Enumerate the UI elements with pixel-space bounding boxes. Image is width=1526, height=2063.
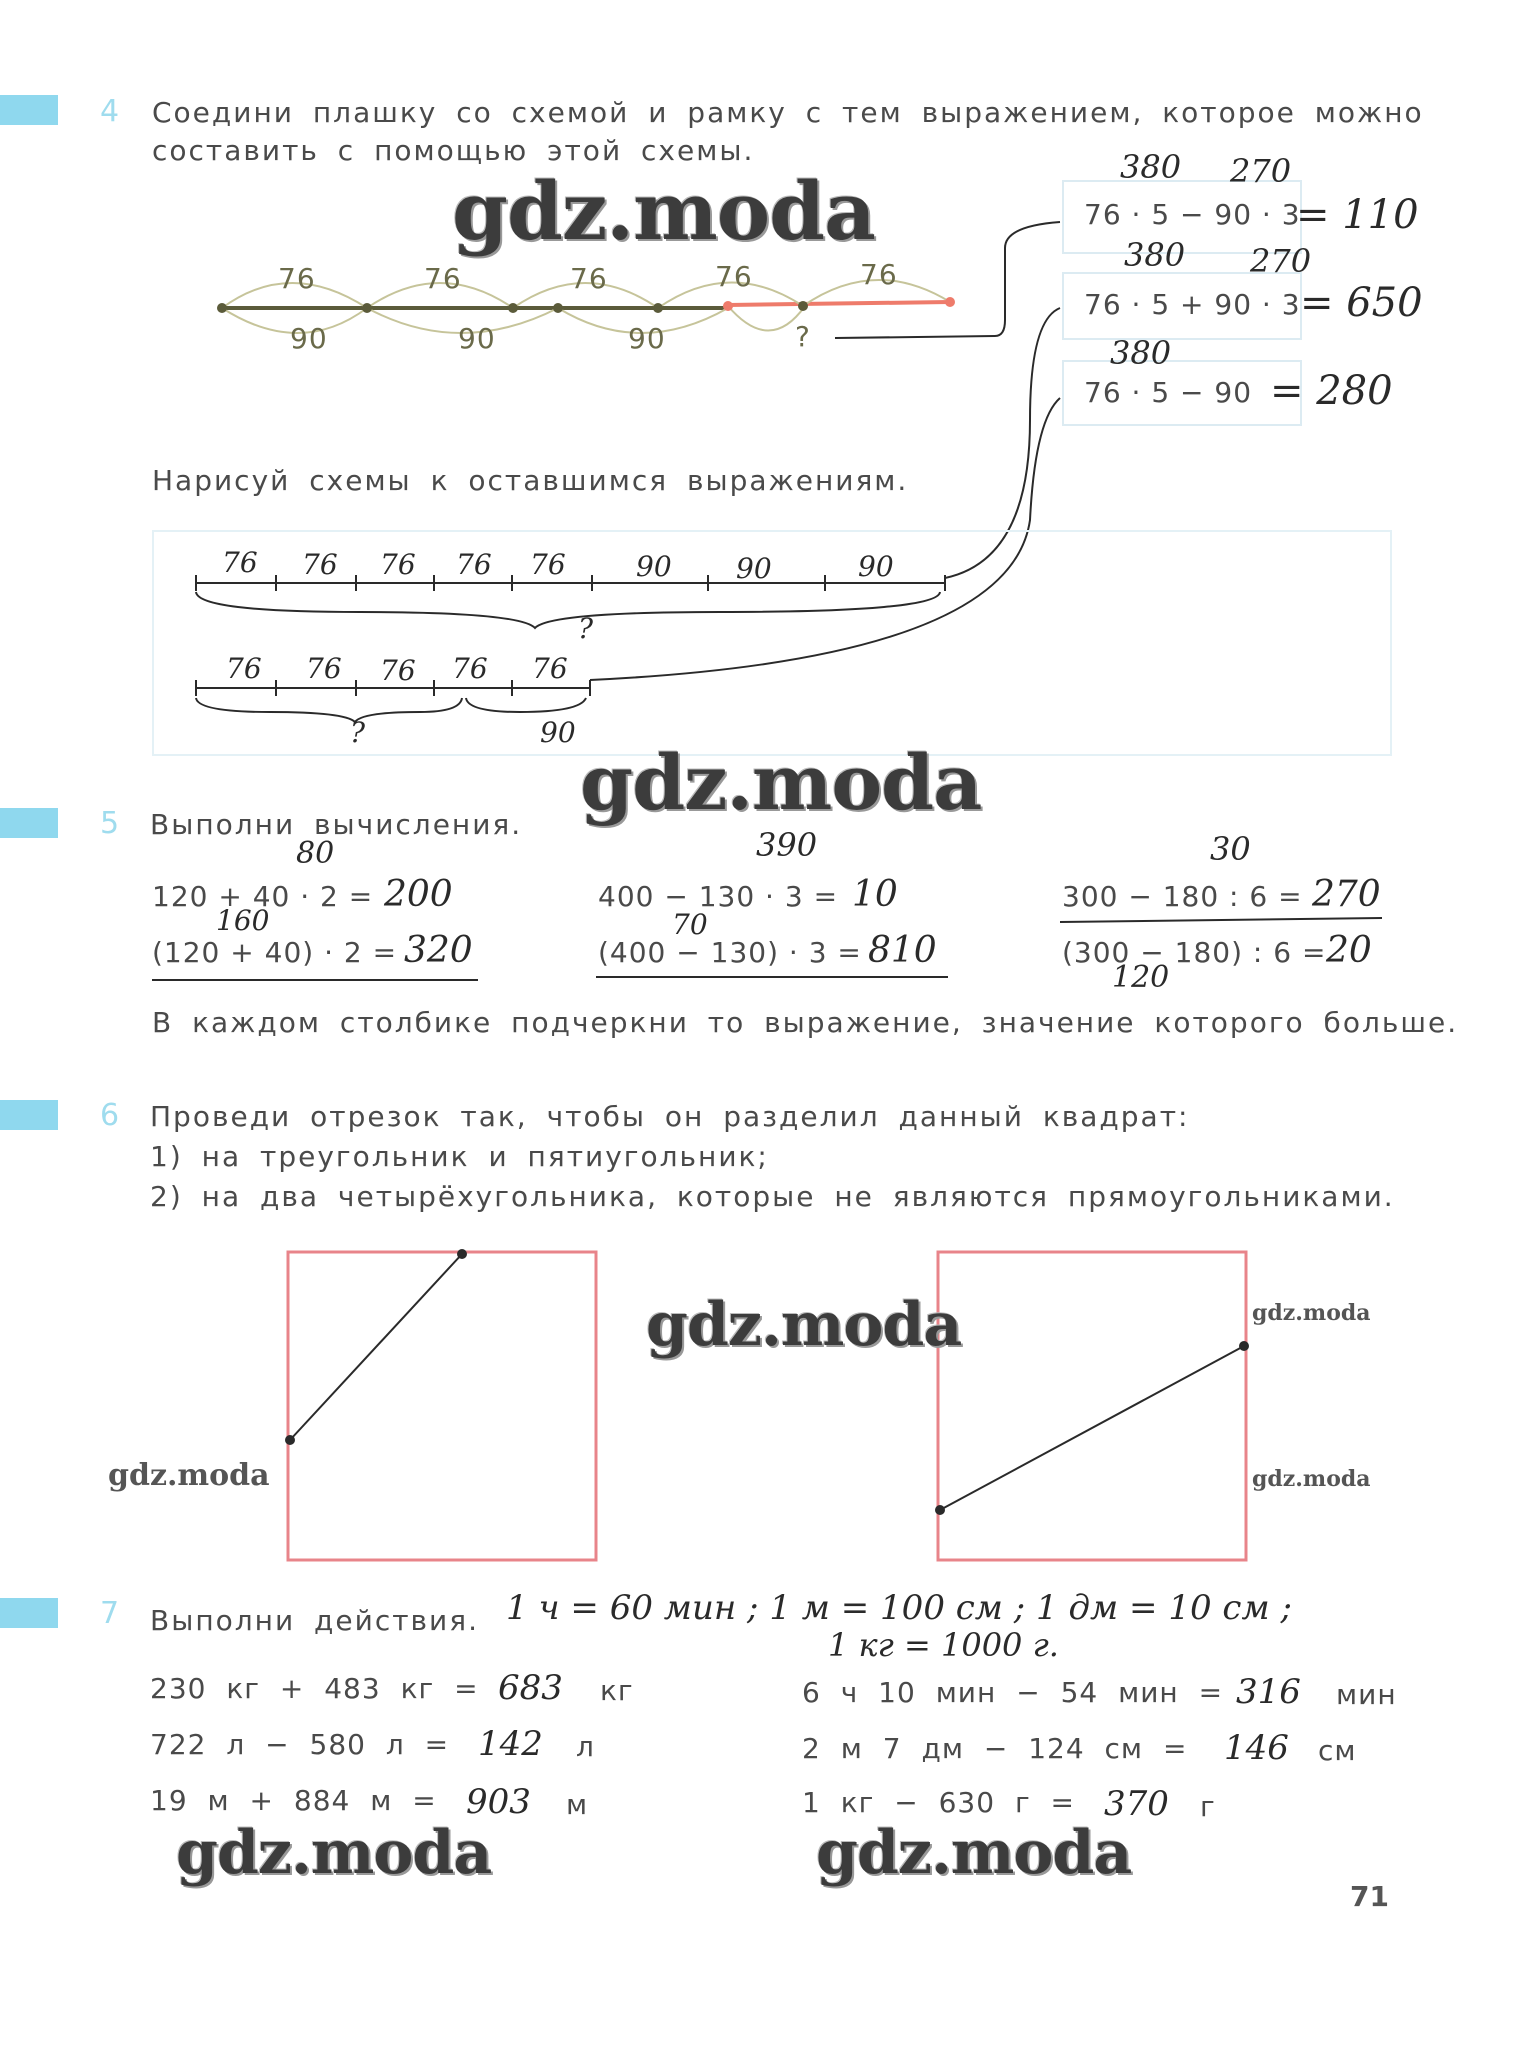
task4-number: 4 xyxy=(100,94,120,129)
task6-marker xyxy=(0,1100,58,1130)
task5-answer: 270 xyxy=(1312,874,1381,915)
hint-380: 380 xyxy=(1110,334,1172,372)
task5-hint: 80 xyxy=(296,836,335,871)
hint-380: 380 xyxy=(1120,148,1182,186)
scheme-bottom-label: 90 xyxy=(290,322,328,355)
task5-hint: 70 xyxy=(672,908,708,941)
task5-footer: В каждом столбике подчеркни то выражение, значение которого больше. xyxy=(152,1006,1459,1039)
scheme-bottom-label: 90 xyxy=(628,322,666,355)
task6-line3: 2) на два четырёхугольника, которые не являются прямоугольниками. xyxy=(150,1180,1395,1213)
drawn1-question: ? xyxy=(578,612,594,645)
square-1 xyxy=(285,1249,596,1560)
task7-answer: 370 xyxy=(1104,1784,1169,1824)
watermark: gdz.moda xyxy=(1252,1300,1371,1326)
task7-number: 7 xyxy=(100,1596,120,1631)
task5-hint: 120 xyxy=(1112,960,1170,995)
answer-2: = 650 xyxy=(1300,280,1423,326)
task5-answer: 20 xyxy=(1326,930,1372,971)
task5-answer: 200 xyxy=(384,874,453,915)
task7-title: Выполни действия. xyxy=(150,1604,479,1637)
task7-unit: м xyxy=(566,1788,589,1821)
task5-expr: (120 + 40) · 2 = xyxy=(152,936,398,969)
task4-line2: составить с помощью этой схемы. xyxy=(152,134,755,167)
task6-number: 6 xyxy=(100,1098,120,1133)
task5-expr: (300 − 180) : 6 = xyxy=(1062,936,1327,969)
watermark: gdz.moda xyxy=(816,1818,1132,1888)
hint-270: 270 xyxy=(1250,242,1312,280)
task7-unit: см xyxy=(1318,1734,1357,1767)
task7-expr: 6 ч 10 мин − 54 мин = xyxy=(802,1676,1224,1709)
drawn1-label: 76 xyxy=(380,548,416,581)
scheme-top-label: 76 xyxy=(424,262,462,295)
task5-expr: (400 − 130) · 3 = xyxy=(598,936,862,969)
task7-unit: г xyxy=(1200,1790,1216,1823)
task5-answer: 320 xyxy=(404,930,473,971)
drawn2-90: 90 xyxy=(540,716,576,749)
page-number: 71 xyxy=(1350,1880,1389,1913)
task5-hint: 160 xyxy=(216,904,270,937)
task7-answer: 683 xyxy=(498,1668,563,1708)
task6-line2: 1) на треугольник и пятиугольник; xyxy=(150,1140,769,1173)
drawn2-label: 76 xyxy=(380,654,416,687)
task5-marker xyxy=(0,808,58,838)
task7-answer: 316 xyxy=(1236,1672,1301,1712)
expression-3: 76 · 5 − 90 xyxy=(1084,376,1253,409)
answer-3: = 280 xyxy=(1270,368,1393,414)
task7-unit: мин xyxy=(1336,1678,1397,1711)
scheme-line-red xyxy=(728,302,950,305)
scheme-top-label: 76 xyxy=(715,260,753,293)
scheme-arc-bottom xyxy=(728,306,805,331)
square-2 xyxy=(935,1252,1249,1560)
drawn2-label: 76 xyxy=(306,652,342,685)
watermark: gdz.moda xyxy=(646,1290,962,1360)
task4-marker xyxy=(0,95,58,125)
watermark: gdz.moda xyxy=(452,164,875,258)
drawn1-label: 76 xyxy=(302,548,338,581)
scheme-bottom-label: 90 xyxy=(458,322,496,355)
drawn1-label: 90 xyxy=(736,552,772,585)
task7-answer: 142 xyxy=(478,1724,543,1764)
drawn2-label: 76 xyxy=(226,652,262,685)
drawn2-label: 76 xyxy=(532,652,568,685)
expression-2: 76 · 5 + 90 · 3 xyxy=(1084,288,1301,321)
task7-expr: 722 л − 580 л = xyxy=(150,1728,450,1761)
task7-expr: 230 кг + 483 кг = xyxy=(150,1672,479,1705)
drawing-frame xyxy=(152,530,1392,756)
task7-note-1: 1 ч = 60 мин ; 1 м = 100 см ; 1 дм = 10 см ; xyxy=(506,1588,1292,1628)
watermark: gdz.moda xyxy=(176,1818,492,1888)
expression-1: 76 · 5 − 90 · 3 xyxy=(1084,198,1301,231)
answer-1: = 110 xyxy=(1296,192,1419,238)
scheme-top-label: 76 xyxy=(278,262,316,295)
drawn1-label: 76 xyxy=(456,548,492,581)
scheme-top-label: 76 xyxy=(860,258,898,291)
task7-marker xyxy=(0,1598,58,1628)
task4-line1: Соедини плашку со схемой и рамку с тем выражением, которое можно xyxy=(152,96,1424,129)
watermark: gdz.moda xyxy=(108,1458,270,1493)
draw-prompt: Нарисуй схемы к оставшимся выражениям. xyxy=(152,464,909,497)
task5-answer: 810 xyxy=(868,930,937,971)
task7-note-2: 1 кг = 1000 г. xyxy=(828,1626,1059,1664)
task7-expr: 19 м + 884 м = xyxy=(150,1784,437,1817)
hint-270: 270 xyxy=(1230,152,1292,190)
task7-unit: л xyxy=(576,1730,595,1763)
task7-unit: кг xyxy=(600,1674,634,1707)
scheme-bottom-label: ? xyxy=(795,320,811,353)
hint-380: 380 xyxy=(1124,236,1186,274)
task5-title: Выполни вычисления. xyxy=(150,808,523,841)
task5-expr: 120 + 40 · 2 = xyxy=(152,880,374,913)
task6-line1: Проведи отрезок так, чтобы он разделил данный квадрат: xyxy=(150,1100,1190,1133)
drawn2-question: ? xyxy=(350,716,366,749)
task5-hint: 390 xyxy=(756,826,818,864)
drawn1-label: 76 xyxy=(222,546,258,579)
task7-expr: 1 кг − 630 г = xyxy=(802,1786,1076,1819)
task5-hint: 30 xyxy=(1210,830,1251,868)
task5-expr: 300 − 180 : 6 = xyxy=(1062,880,1303,913)
task7-expr: 2 м 7 дм − 124 см = xyxy=(802,1732,1188,1765)
scheme-top-label: 76 xyxy=(570,262,608,295)
drawn1-label: 90 xyxy=(858,550,894,583)
task5-answer: 10 xyxy=(852,874,898,915)
task5-number: 5 xyxy=(100,806,120,841)
task5-expr: 400 − 130 · 3 = xyxy=(598,880,839,913)
drawn1-label: 76 xyxy=(530,548,566,581)
watermark: gdz.moda xyxy=(580,738,982,827)
task7-answer: 903 xyxy=(466,1782,531,1822)
task7-answer: 146 xyxy=(1224,1728,1289,1768)
drawn2-label: 76 xyxy=(452,652,488,685)
watermark: gdz.moda xyxy=(1252,1466,1371,1492)
drawn1-label: 90 xyxy=(636,550,672,583)
